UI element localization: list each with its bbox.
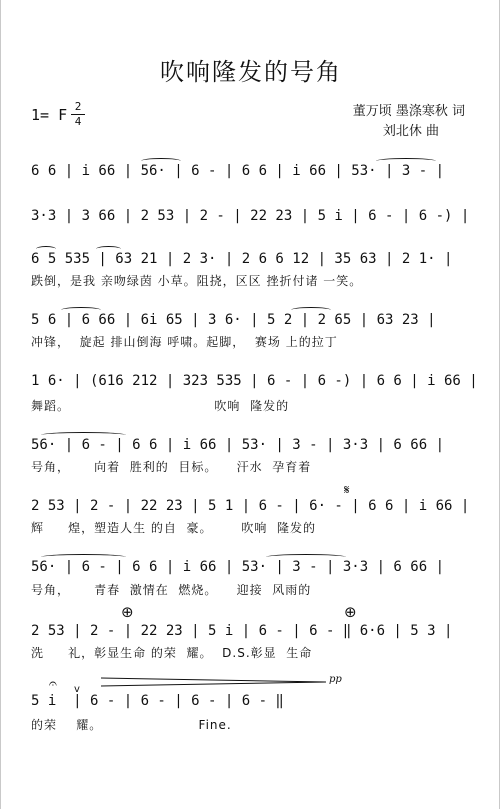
time-signature-top: 2: [74, 100, 82, 113]
notation-row-4: 5 6 | 6 66 | 6i 65 | 3 6· | 5 2 | 2 65 | 63 23 |: [31, 312, 436, 328]
notation-row-10: 5 i | 6 - | 6 - | 6 - | 6 - ‖: [31, 693, 284, 709]
notation-row-5: 1 6· | (616 212 | 323 535 | 6 - | 6 -) | 6 6 | i 66 |: [31, 373, 478, 389]
slur: [266, 554, 346, 560]
notation-row-6: 56· | 6 - | 6 6 | i 66 | 53· | 3 - | 3·3 | 6 66 |: [31, 437, 445, 453]
composer-credit: 刘北休 曲: [382, 124, 439, 139]
notation-row-2: 3·3 | 3 66 | 2 53 | 2 - | 22 23 | 5 i | 6 - | 6 -) |: [31, 208, 470, 224]
slur: [376, 158, 436, 164]
decrescendo-hairpin: [101, 676, 326, 688]
slur: [61, 307, 101, 313]
time-signature-bottom: 4: [74, 115, 82, 128]
slur: [36, 246, 56, 252]
notation-row-9: 2 53 | 2 - | 22 23 | 5 i | 6 - | 6 - ‖ 6·6 | 5 3 |: [31, 623, 453, 639]
notation-row-7: 2 53 | 2 - | 22 23 | 5 1 | 6 - | 6· - | 6 6 | i 66 |: [31, 498, 470, 514]
breath-mark-icon: v: [74, 684, 80, 695]
song-title: 吹响隆发的号角: [160, 58, 342, 86]
slur: [41, 432, 126, 438]
lyricist-credit: 董万顷 墨涤寒秋 词: [352, 104, 465, 119]
lyrics-row-5: 舞蹈。 吹响 隆发的: [31, 399, 290, 413]
lyrics-row-6: 号角， 向着 胜利的 目标。 汗水 孕育着: [31, 460, 312, 474]
coda-icon: ⊕: [344, 603, 357, 621]
dynamic-marking: pp: [329, 674, 342, 685]
lyrics-row-8: 号角， 青春 激情在 燃烧。 迎接 风雨的: [31, 583, 312, 597]
lyrics-row-7: 辉 煌，塑造人生 的自 豪。 吹响 隆发的: [31, 521, 317, 535]
lyrics-row-4: 冲锋， 旋起 排山倒海 呼啸。起脚， 赛场 上的拉丁: [31, 335, 338, 349]
lyrics-row-9: 洗 礼，彰显生命 的荣 耀。 D.S.彰显 生命: [31, 646, 313, 660]
segno-icon: 𝄋: [344, 483, 350, 498]
coda-icon: ⊕: [121, 603, 134, 621]
lyrics-row-10: 的荣 耀。 Fine.: [31, 718, 232, 732]
slur: [291, 307, 331, 313]
lyrics-row-3: 跌倒，是我 亲吻绿茵 小草。阻挠，区区 挫折付诸 一笑。: [31, 274, 363, 288]
slur: [141, 158, 181, 164]
notation-row-1: 6 6 | i 66 | 56· | 6 - | 6 6 | i 66 | 53· | 3 - |: [31, 163, 445, 179]
notation-row-3: 6 5 535 | 63 21 | 2 3· | 2 6 6 12 | 35 63 | 2 1· |: [31, 251, 453, 267]
time-signature: [71, 101, 85, 128]
slur: [41, 554, 126, 560]
key-signature: 1= F: [31, 106, 68, 124]
slur: [96, 246, 121, 252]
fermata-icon: 𝄐: [49, 676, 57, 692]
notation-row-8: 56· | 6 - | 6 6 | i 66 | 53· | 3 - | 3·3 | 6 66 |: [31, 559, 445, 575]
